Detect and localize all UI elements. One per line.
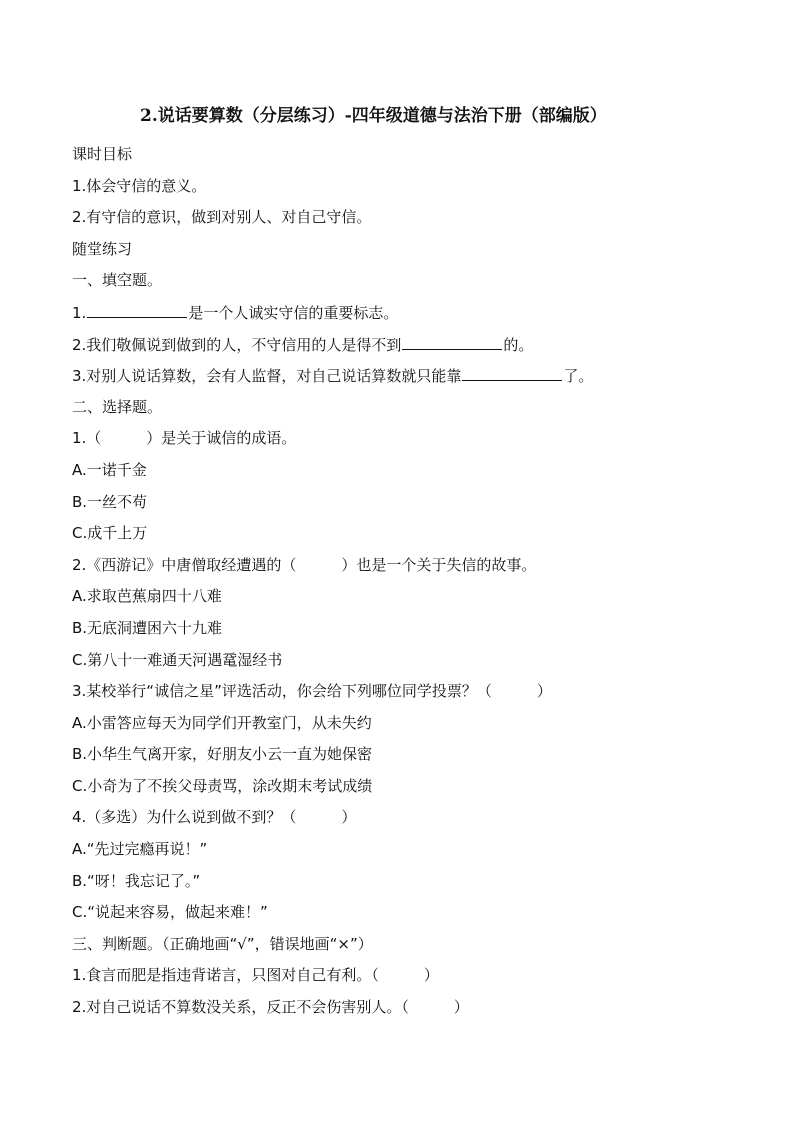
fill-question-2-prefix: 2.我们敬佩说到做到的人，不守信用的人是得不到 — [72, 335, 402, 354]
answer-blank[interactable] — [462, 360, 562, 381]
answer-blank[interactable] — [87, 297, 187, 318]
document-title: 2.说话要算数（分层练习）-四年级道德与法治下册（部编版） — [140, 106, 607, 126]
choice-option: C.成千上万 — [72, 524, 148, 543]
document-body — [72, 139, 772, 1024]
fill-question-1-prefix: 1. — [72, 303, 87, 322]
choice-option: A.“先过完瘾再说！” — [72, 840, 208, 859]
answer-blank[interactable] — [402, 329, 502, 350]
fill-question-3-prefix: 3.对别人说话算数，会有人监督，对自己说话算数就只能靠 — [72, 367, 462, 386]
choice-option: C.小奇为了不挨父母责骂，涂改期末考试成绩 — [72, 776, 373, 795]
fill-question-3 — [72, 360, 772, 392]
objective-item: 2.有守信的意识，做到对别人、对自己守信。 — [72, 208, 372, 227]
choice-question-4-stem: 4.（多选）为什么说到做不到？（ ） — [72, 808, 357, 827]
objectives-heading: 课时目标 — [72, 145, 133, 163]
objective-item: 1.体会守信的意义。 — [72, 176, 207, 195]
choice-option: B.“呀！我忘记了。” — [72, 871, 201, 890]
choice-option: A.小雷答应每天为同学们开教室门，从未失约 — [72, 713, 372, 732]
fill-question-2-suffix: 的。 — [503, 335, 534, 354]
fill-question-1-suffix: 是一个人诚实守信的重要标志。 — [188, 303, 399, 322]
choice-option: C.“说起来容易，做起来难！” — [72, 903, 268, 922]
choice-section-heading: 二、选择题。 — [72, 397, 163, 416]
fill-question-2 — [72, 329, 772, 361]
choice-option: C.第八十一难通天河遇鼋湿经书 — [72, 650, 283, 669]
choice-question-1-stem: 1.（ ）是关于诚信的成语。 — [72, 429, 297, 448]
choice-option: B.小华生气离开家，好朋友小云一直为她保密 — [72, 745, 373, 764]
fill-section-heading: 一、填空题。 — [72, 271, 163, 290]
choice-option: A.一诺千金 — [72, 460, 147, 479]
choice-option: B.无底洞遭困六十九难 — [72, 618, 223, 637]
fill-question-3-suffix: 了。 — [563, 367, 594, 386]
fill-question-1 — [72, 297, 772, 329]
judge-section-heading: 三、判断题。（正确地画“√”，错误地画“×”） — [72, 934, 373, 953]
choice-option: A.求取芭蕉扇四十八难 — [72, 587, 222, 606]
judge-item: 1.食言而肥是指违背诺言，只图对自己有利。（ ） — [72, 966, 439, 985]
practice-heading: 随堂练习 — [72, 239, 133, 258]
choice-question-3-stem: 3.某校举行“诚信之星”评选活动，你会给下列哪位同学投票？（ ） — [72, 682, 552, 701]
choice-option: B.一丝不苟 — [72, 492, 148, 511]
choice-question-2-stem: 2.《西游记》中唐僧取经遭遇的（ ）也是一个关于失信的故事。 — [72, 555, 537, 574]
judge-item: 2.对自己说话不算数没关系，反正不会伤害别人。（ ） — [72, 998, 469, 1017]
